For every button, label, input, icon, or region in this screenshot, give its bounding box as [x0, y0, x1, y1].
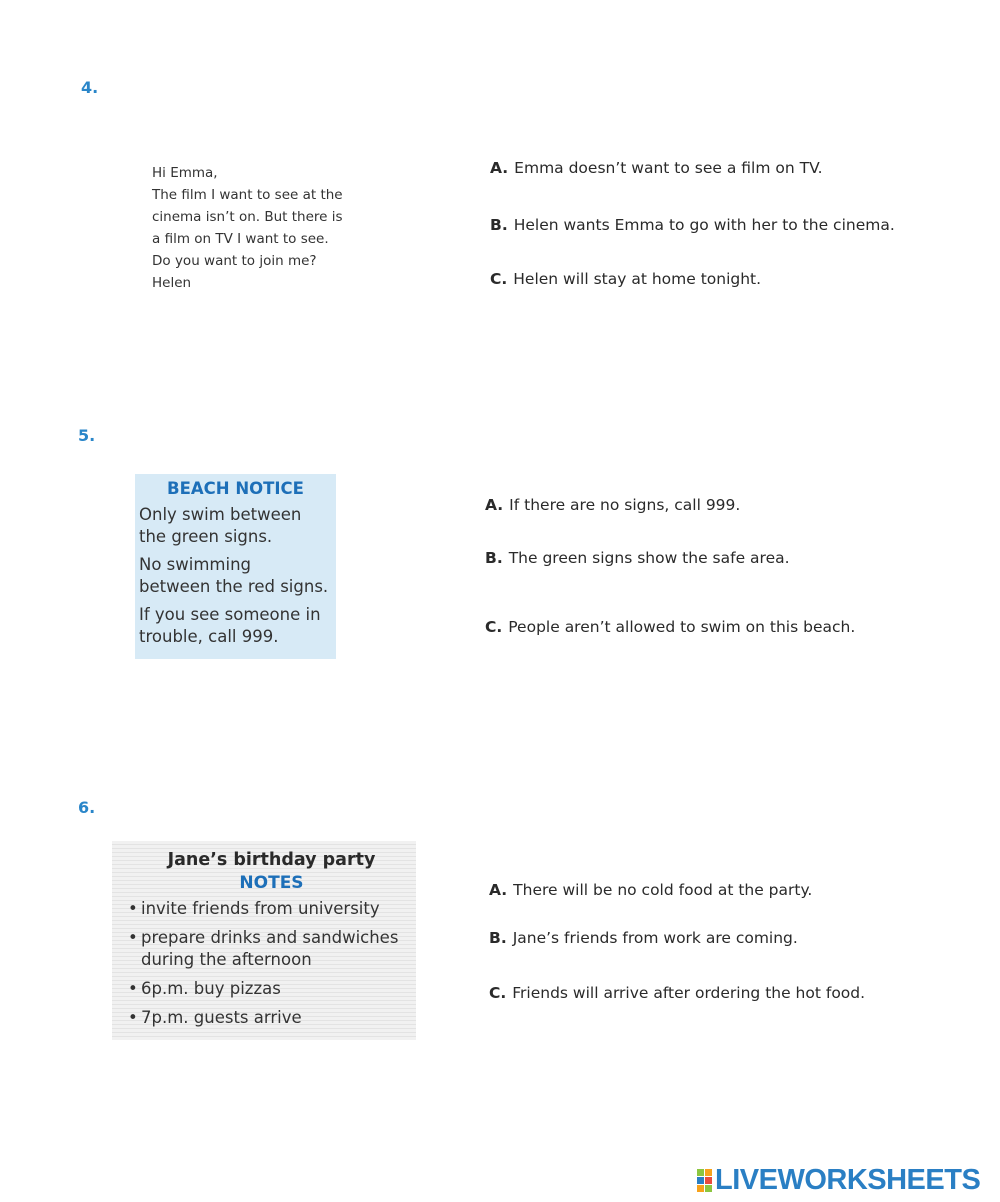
note-line: Helen: [152, 275, 192, 291]
q6-option-a[interactable]: [489, 881, 812, 899]
bullet-text: 7p.m. guests arrive: [141, 1008, 302, 1027]
q6-option-c[interactable]: [489, 984, 865, 1002]
list-item: • invite friends from university: [128, 899, 380, 918]
question-number-4: 4.: [81, 78, 99, 97]
q5-option-b[interactable]: [485, 549, 790, 567]
bullet-text: during the afternoon: [141, 950, 312, 969]
notice-line: No swimming: [139, 555, 252, 574]
note-line: a film on TV I want to see.: [152, 231, 329, 247]
option-text: Helen wants Emma to go with her to the cinema.: [513, 216, 895, 234]
q5-option-a[interactable]: [485, 496, 740, 514]
option-text: Jane’s friends from work are coming.: [512, 929, 798, 947]
option-text: Helen will stay at home tonight.: [513, 270, 762, 288]
option-text: If there are no signs, call 999.: [509, 496, 741, 514]
option-letter: B.: [485, 549, 503, 567]
beach-notice-title: BEACH NOTICE: [167, 479, 304, 498]
question-number-6: 6.: [78, 798, 96, 817]
list-item: • 7p.m. guests arrive: [128, 1008, 302, 1027]
q4-option-c[interactable]: [490, 270, 761, 288]
notice-line: trouble, call 999.: [139, 627, 279, 646]
option-letter: C.: [490, 270, 508, 288]
q4-option-a[interactable]: [490, 159, 823, 177]
party-notes-heading: NOTES: [239, 873, 304, 893]
option-letter: C.: [485, 618, 503, 636]
question-number-5: 5.: [78, 426, 96, 445]
notice-line: between the red signs.: [139, 577, 329, 596]
option-letter: A.: [490, 159, 509, 177]
option-letter: A.: [489, 881, 508, 899]
notice-line: If you see someone in: [139, 605, 321, 624]
option-text: There will be no cold food at the party.: [513, 881, 813, 899]
q4-option-b[interactable]: [490, 216, 895, 234]
party-title: Jane’s birthday party: [167, 850, 376, 870]
logo-text: LIVEWORKSHEETS: [715, 1163, 981, 1196]
note-line: The film I want to see at the: [152, 187, 343, 203]
liveworksheets-logo[interactable]: [697, 1164, 980, 1196]
q6-option-b[interactable]: [489, 929, 798, 947]
q5-option-c[interactable]: [485, 618, 855, 636]
option-text: People aren’t allowed to swim on this beach.: [508, 618, 856, 636]
email-note: [152, 162, 343, 294]
liveworksheets-logo-icon: [697, 1169, 712, 1192]
bullet-text: invite friends from university: [141, 899, 380, 918]
bullet-text: 6p.m. buy pizzas: [141, 979, 281, 998]
list-item: • 6p.m. buy pizzas: [128, 979, 281, 998]
notice-line: Only swim between: [139, 505, 302, 524]
beach-notice: [135, 474, 336, 659]
note-line: Do you want to join me?: [152, 253, 317, 269]
option-text: Friends will arrive after ordering the hot food.: [512, 984, 866, 1002]
option-text: Emma doesn’t want to see a film on TV.: [514, 159, 823, 177]
option-text: The green signs show the safe area.: [508, 549, 790, 567]
note-line: Hi Emma,: [152, 165, 218, 181]
note-line: cinema isn’t on. But there is: [152, 209, 343, 225]
party-notes: [112, 841, 416, 1040]
option-letter: C.: [489, 984, 507, 1002]
notice-line: the green signs.: [139, 527, 273, 546]
bullet-text: prepare drinks and sandwiches: [141, 928, 399, 947]
list-item: • prepare drinks and sandwiches during the afternoon: [128, 928, 399, 969]
option-letter: B.: [489, 929, 507, 947]
option-letter: A.: [485, 496, 504, 514]
option-letter: B.: [490, 216, 508, 234]
